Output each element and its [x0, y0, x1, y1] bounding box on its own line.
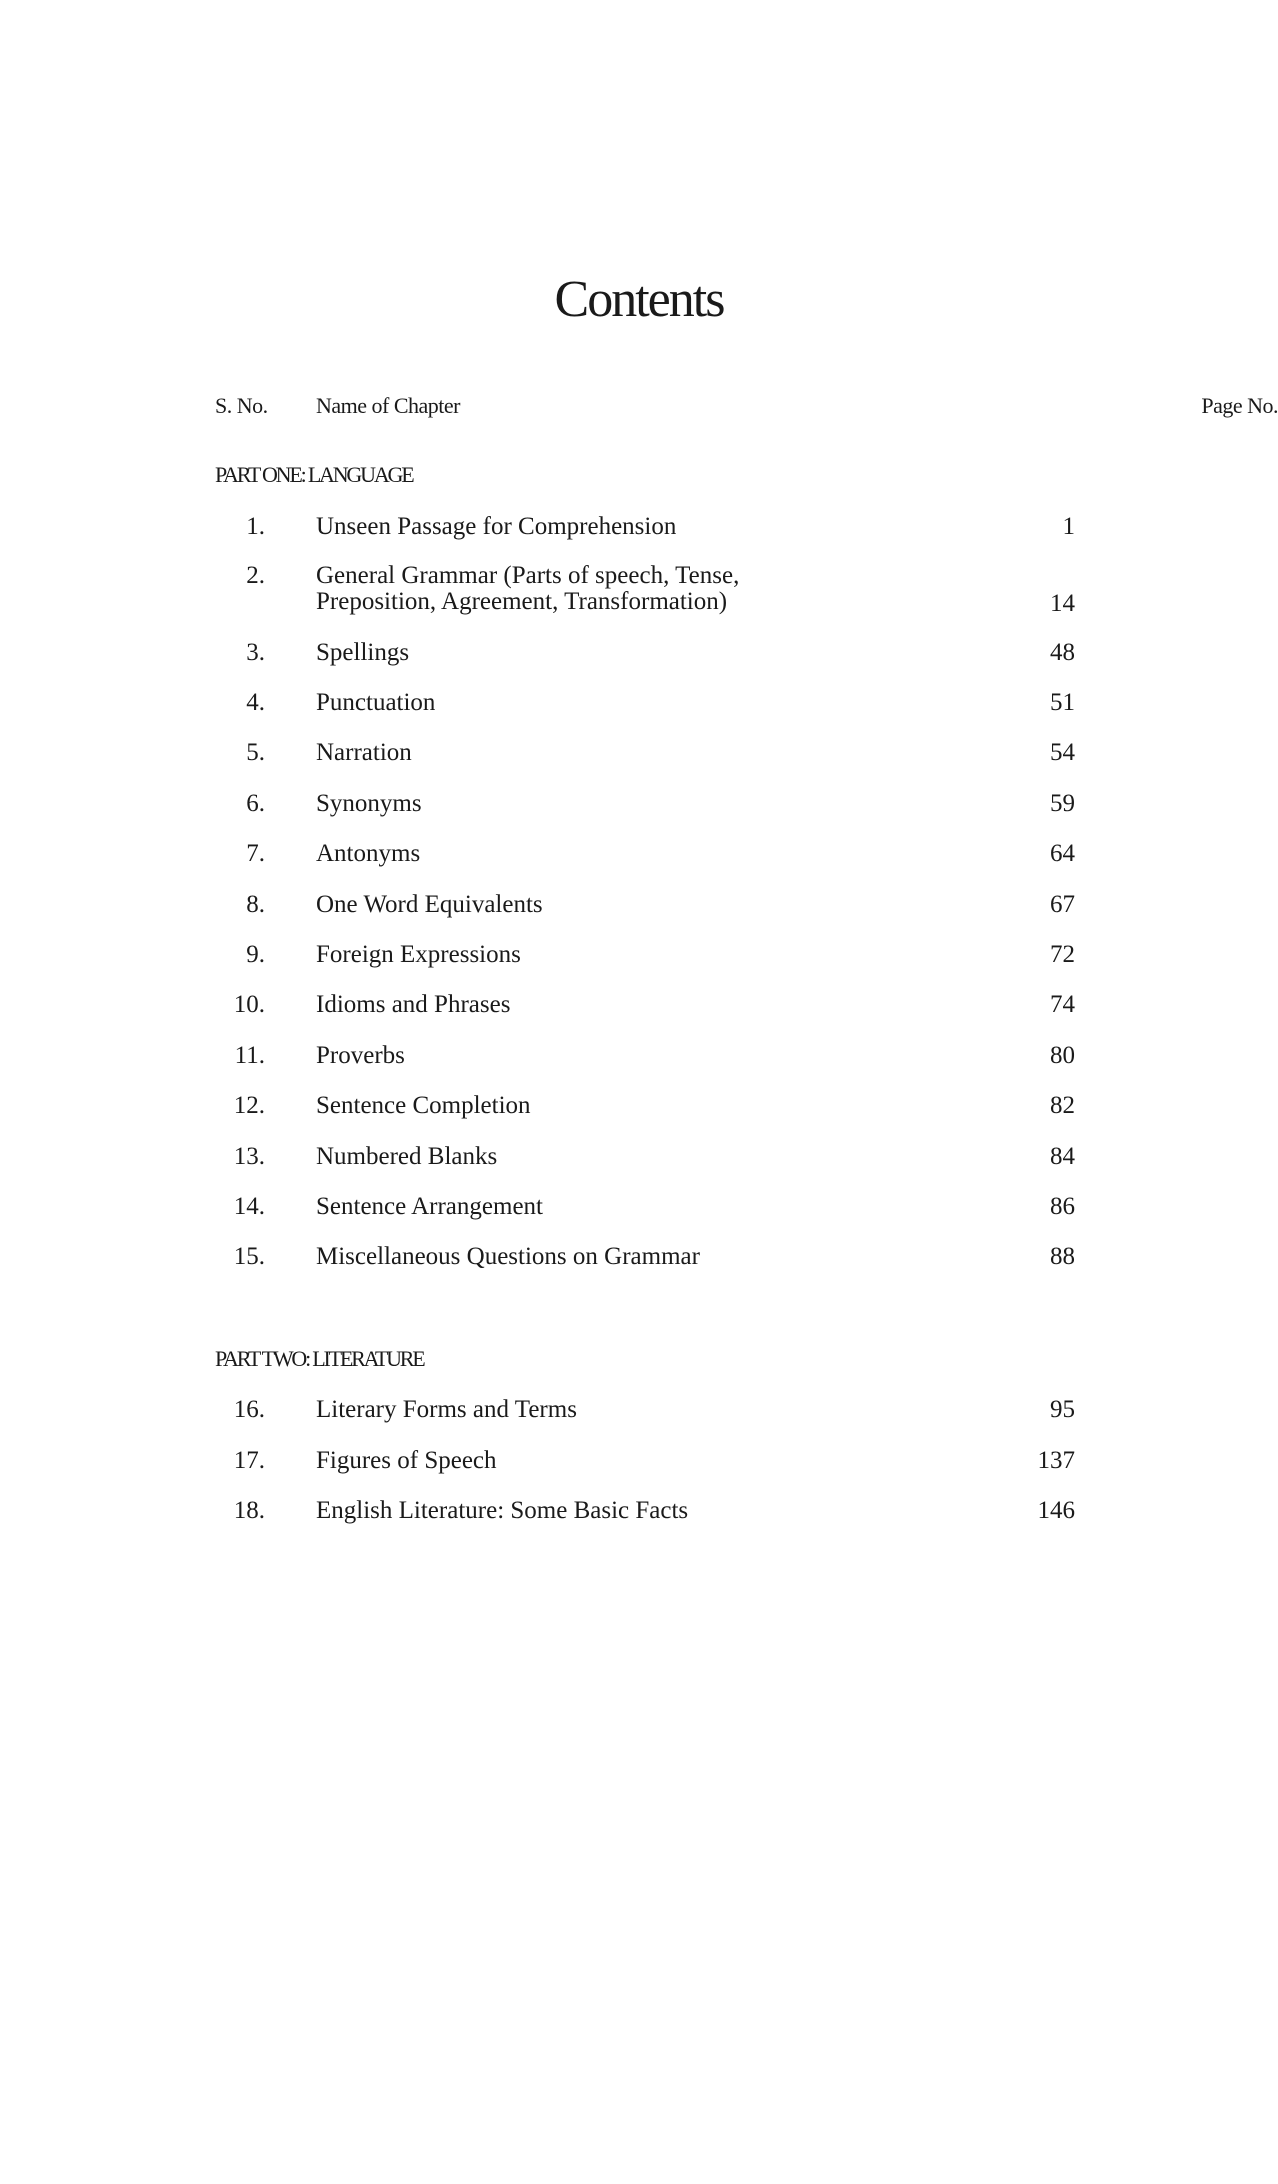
toc-page-number: 1	[1062, 513, 1075, 540]
toc-page-number: 74	[1050, 991, 1075, 1018]
toc-chapter-name: Foreign Expressions	[316, 941, 521, 968]
toc-row[interactable]	[0, 1091, 1278, 1121]
toc-number: 13.	[233, 1143, 265, 1170]
toc-row[interactable]	[0, 512, 1278, 542]
toc-row[interactable]	[0, 1446, 1278, 1476]
toc-page-number: 72	[1050, 941, 1075, 968]
toc-number: 1.	[246, 513, 265, 540]
toc-number: 4.	[246, 689, 265, 716]
toc-row[interactable]	[0, 738, 1278, 768]
toc-chapter-name: One Word Equivalents	[316, 891, 543, 918]
toc-chapter-name: Sentence Arrangement	[316, 1193, 543, 1220]
toc-page-number: 82	[1050, 1092, 1075, 1119]
toc-number: 2.	[246, 562, 265, 589]
toc-number: 5.	[246, 739, 265, 766]
toc-page-number: 84	[1050, 1143, 1075, 1170]
toc-page-number: 54	[1050, 739, 1075, 766]
toc-row[interactable]	[0, 789, 1278, 819]
column-header-sno: S. No.	[215, 393, 268, 418]
column-header-page: Page No.	[1201, 393, 1278, 418]
toc-number: 18.	[233, 1497, 265, 1524]
toc-chapter-name: Literary Forms and Terms	[316, 1396, 577, 1423]
part-one-heading: PART ONE: LANGUAGE	[215, 462, 413, 487]
toc-row[interactable]	[0, 688, 1278, 718]
toc-number: 8.	[246, 891, 265, 918]
toc-row[interactable]	[0, 1192, 1278, 1222]
toc-row[interactable]	[0, 890, 1278, 920]
toc-row[interactable]	[0, 1496, 1278, 1526]
part-two-heading: PART TWO: LITERATURE	[215, 1346, 424, 1371]
toc-chapter-name: Narration	[316, 739, 412, 766]
toc-chapter-name-line2: Preposition, Agreement, Transformation)	[316, 588, 728, 615]
toc-page-number: 146	[1037, 1497, 1075, 1524]
toc-number: 7.	[246, 840, 265, 867]
toc-number: 16.	[233, 1396, 265, 1423]
toc-page-number: 86	[1050, 1193, 1075, 1220]
toc-chapter-name: Figures of Speech	[316, 1447, 497, 1474]
page-title: Contents	[554, 271, 724, 328]
toc-page-number: 80	[1050, 1042, 1075, 1069]
toc-page-number: 14	[1050, 590, 1075, 617]
toc-page-number: 67	[1050, 891, 1075, 918]
toc-row[interactable]	[0, 1395, 1278, 1425]
toc-chapter-name: Idioms and Phrases	[316, 991, 511, 1018]
toc-chapter-name-line1: General Grammar (Parts of speech, Tense,	[316, 562, 740, 589]
toc-page-number: 137	[1037, 1447, 1075, 1474]
toc-number: 15.	[233, 1243, 265, 1270]
toc-page-number: 48	[1050, 639, 1075, 666]
toc-chapter-name: Unseen Passage for Comprehension	[316, 513, 677, 540]
toc-number: 9.	[246, 941, 265, 968]
toc-row[interactable]	[0, 638, 1278, 668]
toc-row[interactable]	[0, 1242, 1278, 1272]
toc-number: 14.	[233, 1193, 265, 1220]
toc-chapter-name: Proverbs	[316, 1042, 405, 1069]
toc-page-number: 95	[1050, 1396, 1075, 1423]
toc-number: 12.	[233, 1092, 265, 1119]
toc-row[interactable]	[0, 940, 1278, 970]
toc-chapter-name: Spellings	[316, 639, 410, 666]
toc-number: 10.	[233, 991, 265, 1018]
toc-page-number: 51	[1050, 689, 1075, 716]
toc-row[interactable]	[0, 990, 1278, 1020]
toc-page-number: 88	[1050, 1243, 1075, 1270]
toc-number: 3.	[246, 639, 265, 666]
toc-chapter-name: Sentence Completion	[316, 1092, 531, 1119]
column-header-name: Name of Chapter	[316, 393, 460, 418]
toc-page-number: 64	[1050, 840, 1075, 867]
toc-chapter-name: Antonyms	[316, 840, 421, 867]
toc-number: 11.	[234, 1042, 265, 1069]
toc-row[interactable]	[0, 1041, 1278, 1071]
toc-number: 6.	[246, 790, 265, 817]
toc-chapter-name: Synonyms	[316, 790, 422, 817]
toc-chapter-name: Miscellaneous Questions on Grammar	[316, 1243, 700, 1270]
toc-chapter-name: Numbered Blanks	[316, 1143, 498, 1170]
toc-page-number: 59	[1050, 790, 1075, 817]
toc-chapter-name: English Literature: Some Basic Facts	[316, 1497, 689, 1524]
toc-row[interactable]	[0, 563, 1278, 623]
toc-number: 17.	[233, 1447, 265, 1474]
toc-chapter-name: Punctuation	[316, 689, 436, 716]
toc-row[interactable]	[0, 1142, 1278, 1172]
toc-row[interactable]	[0, 839, 1278, 869]
